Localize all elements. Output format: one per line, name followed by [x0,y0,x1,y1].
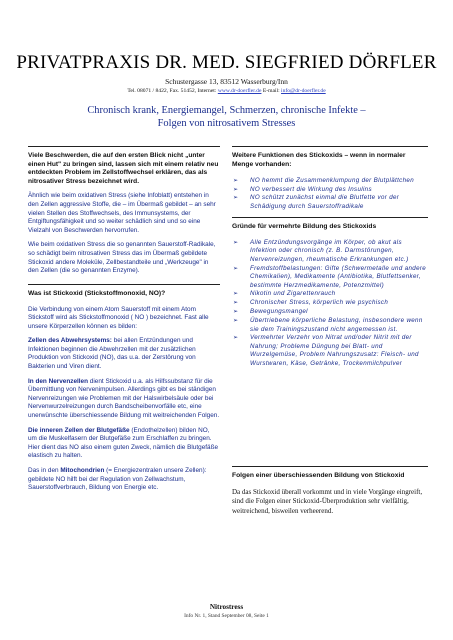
email-link[interactable]: info@dr-doerfler.de [281,88,326,94]
list-item [232,186,428,194]
nerve-cells-label: In den Nervenzellen [28,377,89,385]
intro-lead: Viele Beschwerden, die auf den ersten Blick nicht „unter einen Hut" zu bringen sind, lassen sich mit einem relativ neu entdeckten Problem im Zellstoffwechsel erklären, das als nitrosativer Stress bezeichnet wird. [28,152,219,185]
letterhead [0,52,453,94]
arrow-right-icon: ➢ [233,309,239,316]
heading-functions: Weitere Funktionen des Stickoxids – wenn in normaler Menge vorhanden: [232,152,406,168]
vessel-cells-label: Die inneren Zellen der Blutgefäße [28,426,130,434]
list-item [232,290,428,298]
list-item [232,239,428,264]
mitochondria-label: Mitochondrien [60,467,105,475]
practice-title: PRIVATPRAXIS DR. MED. SIEGFRIED DÖRFLER [16,52,437,73]
vessel-cells-paragraph: Die inneren Zellen der Blutgefäße (Endothelzellen) bilden NO, um die Muskelfasern der Blutgefäße zum Erschlaffen zu bringen. Hier dient das NO also einem guten Zweck, nämlich die Blutgefäße elastisch zu halten. [28,426,219,460]
subtitle-line-2: Folgen von nitrosativem Stresses [157,118,296,129]
heading-what-is-no: Was ist Stickoxid (Stickstoffmonoxid, NO)? [28,289,166,297]
list-item-text: Chronischer Stress, körperlich wie psychisch [250,299,389,307]
section-divider [28,146,220,147]
list-item [232,317,428,334]
list-item-text: Alle Entzündungsvorgänge im Körper, ob akut als Infektion oder chronisch (z. B. Darmstörungen, Nervenreizungen, rheumatische Erkrankungen etc.) [250,239,409,263]
section-divider [28,284,220,285]
practice-contact [0,88,453,94]
list-item [232,265,428,290]
functions-list [232,177,428,212]
contact-phone-fax: Tel. 08071 / 8422, Fax. 51452, Internet: [127,88,218,94]
consequences-paragraph: Da das Stickoxid überall vorkommt und in viele Vorgänge eingreift, sind die Folgen einer Stickoxid-Überproduktion sehr vielfältig, weitreichend, bisweilen verheerend. [232,487,423,515]
right-column [232,146,428,374]
list-item [232,194,428,211]
arrow-right-icon: ➢ [233,265,239,272]
arrow-right-icon: ➢ [233,291,239,298]
list-item-text: Bewegungsmangel [250,308,308,316]
reasons-list [232,239,428,368]
page-footer [0,603,453,619]
list-item [232,308,428,316]
mitochondria-paragraph: Das in den Mitochondrien (= Energiezentralen unsere Zellen): gebildete NO hilft bei der Regulation von Zellwachstum, Sauerstoffverbrauch, Bildung von Energie etc. [28,467,207,492]
arrow-right-icon: ➢ [233,318,239,325]
list-item-text: Fremdstoffbelastungen: Gifte (Schwermetalle und andere Chemikalien), Medikamente (Antibiotika, Blutfettsenker, bestimmte Herzmedikamente, Potenzmittel) [250,264,427,289]
list-item-text: NO hemmt die Zusammenklumpung der Blutplättchen [250,176,414,184]
list-item [232,299,428,307]
list-item [232,177,428,185]
heading-consequences: Folgen einer überschiessenden Bildung von Stickoxid [232,472,405,479]
immune-cells-paragraph: Zellen des Abwehrsystems: bei allen Entzündungen und Infektionen beginnen die Abwehrzellen mit der zusätzlichen Produktion von Stickoxid (NO), das u.a. der Zerstörung von Bakterien und Viren dient. [28,337,196,371]
list-item-text: Vermehrter Verzehr von Nitrat und/oder Nitrit mit der Nahrung; Probleme Düngung bei Blatt- und Wurzelgemüse, Problem Nahrungszusatz: Fleisch- und Wurstwaren, Käse, Getränke, Trockenmilchpulver [250,334,419,367]
section-divider [232,146,428,147]
no-definition: Die Verbindung von einem Atom Sauerstoff mit einem Atom Stickstoff wird als Stickstoffmonoxid ( NO ) bezeichnet. Fast alle unsere Körperzellen können es bilden: [28,305,209,330]
intro-paragraph-1: Ähnlich wie beim oxidativen Stress (siehe Infoblatt) entstehen in den Zellen aggressive Stoffe, die – im Übermaß gebildet – an sehr vielen Stellen des Stoffwechsels, des Immunsystems, der Entgiftungsfähigkeit und so weiter schädlich sind und so eine Vielzahl von Beschwerden hervorrufen. [28,192,216,234]
arrow-right-icon: ➢ [233,186,239,193]
list-item-text: Nikotin und Zigarettenrauch [250,290,336,298]
subtitle-line-1: Chronisch krank, Energiemangel, Schmerzen, chronische Infekte – [87,105,366,116]
intro-paragraph-2: Wie beim oxidativen Stress die so genannten Sauerstoff-Radikale, so schädigt beim nitrosativen Stress das im Übermaß gebildete Stickoxid andere Moleküle, Zellbestandteile und „Werkzeuge" in den Zellen (die so genannten Enzyme). [28,241,216,275]
website-link[interactable]: www.dr-doerfler.de [217,88,262,94]
footer-info: Info Nr. 1, Stand September 08, Seite 1 [184,613,269,619]
document-subtitle [0,104,453,130]
arrow-right-icon: ➢ [233,335,239,342]
list-item-text: Übertriebene körperliche Belastung, insbesondere wenn sie dem Trainingszustand nicht angemessen ist. [250,317,423,333]
list-item [232,334,428,368]
footer-title: Nitrostress [209,603,244,611]
nerve-cells-paragraph: In den Nervenzellen dient Stickoxid u.a. als Hilfssubstanz für die Übermittlung von Nervenimpulsen. Allerdings gibt es bei ständigen Nervenreizungen wie Problemen mit der Halswirbelsäule oder bei Nervenwurzelreizungen durch Bandscheibenvorfälle etc, eine unerwünschte überschiessende Bildung mit weitreichenden Folgen. [28,377,220,420]
left-column [28,146,220,499]
email-label: E-mail: [261,88,282,94]
list-item-text: NO verbessert die Wirkung des Insulins [250,185,372,193]
practice-address: Schustergasse 13, 83512 Wasserburg/Inn [165,77,288,86]
list-item-text: NO schützt zunächst einmal die Blutfette vor der Schädigung durch Sauerstoffradikale [250,194,400,210]
immune-cells-label: Zellen des Abwehrsystems: [28,337,112,345]
section-divider [232,466,428,467]
arrow-right-icon: ➢ [233,177,239,184]
section-divider [232,217,428,218]
arrow-right-icon: ➢ [233,300,239,307]
arrow-right-icon: ➢ [233,195,239,202]
right-column-bottom [232,466,428,522]
arrow-right-icon: ➢ [233,240,239,247]
heading-reasons: Gründe für vermehrte Bildung des Stickoxids [232,223,377,231]
